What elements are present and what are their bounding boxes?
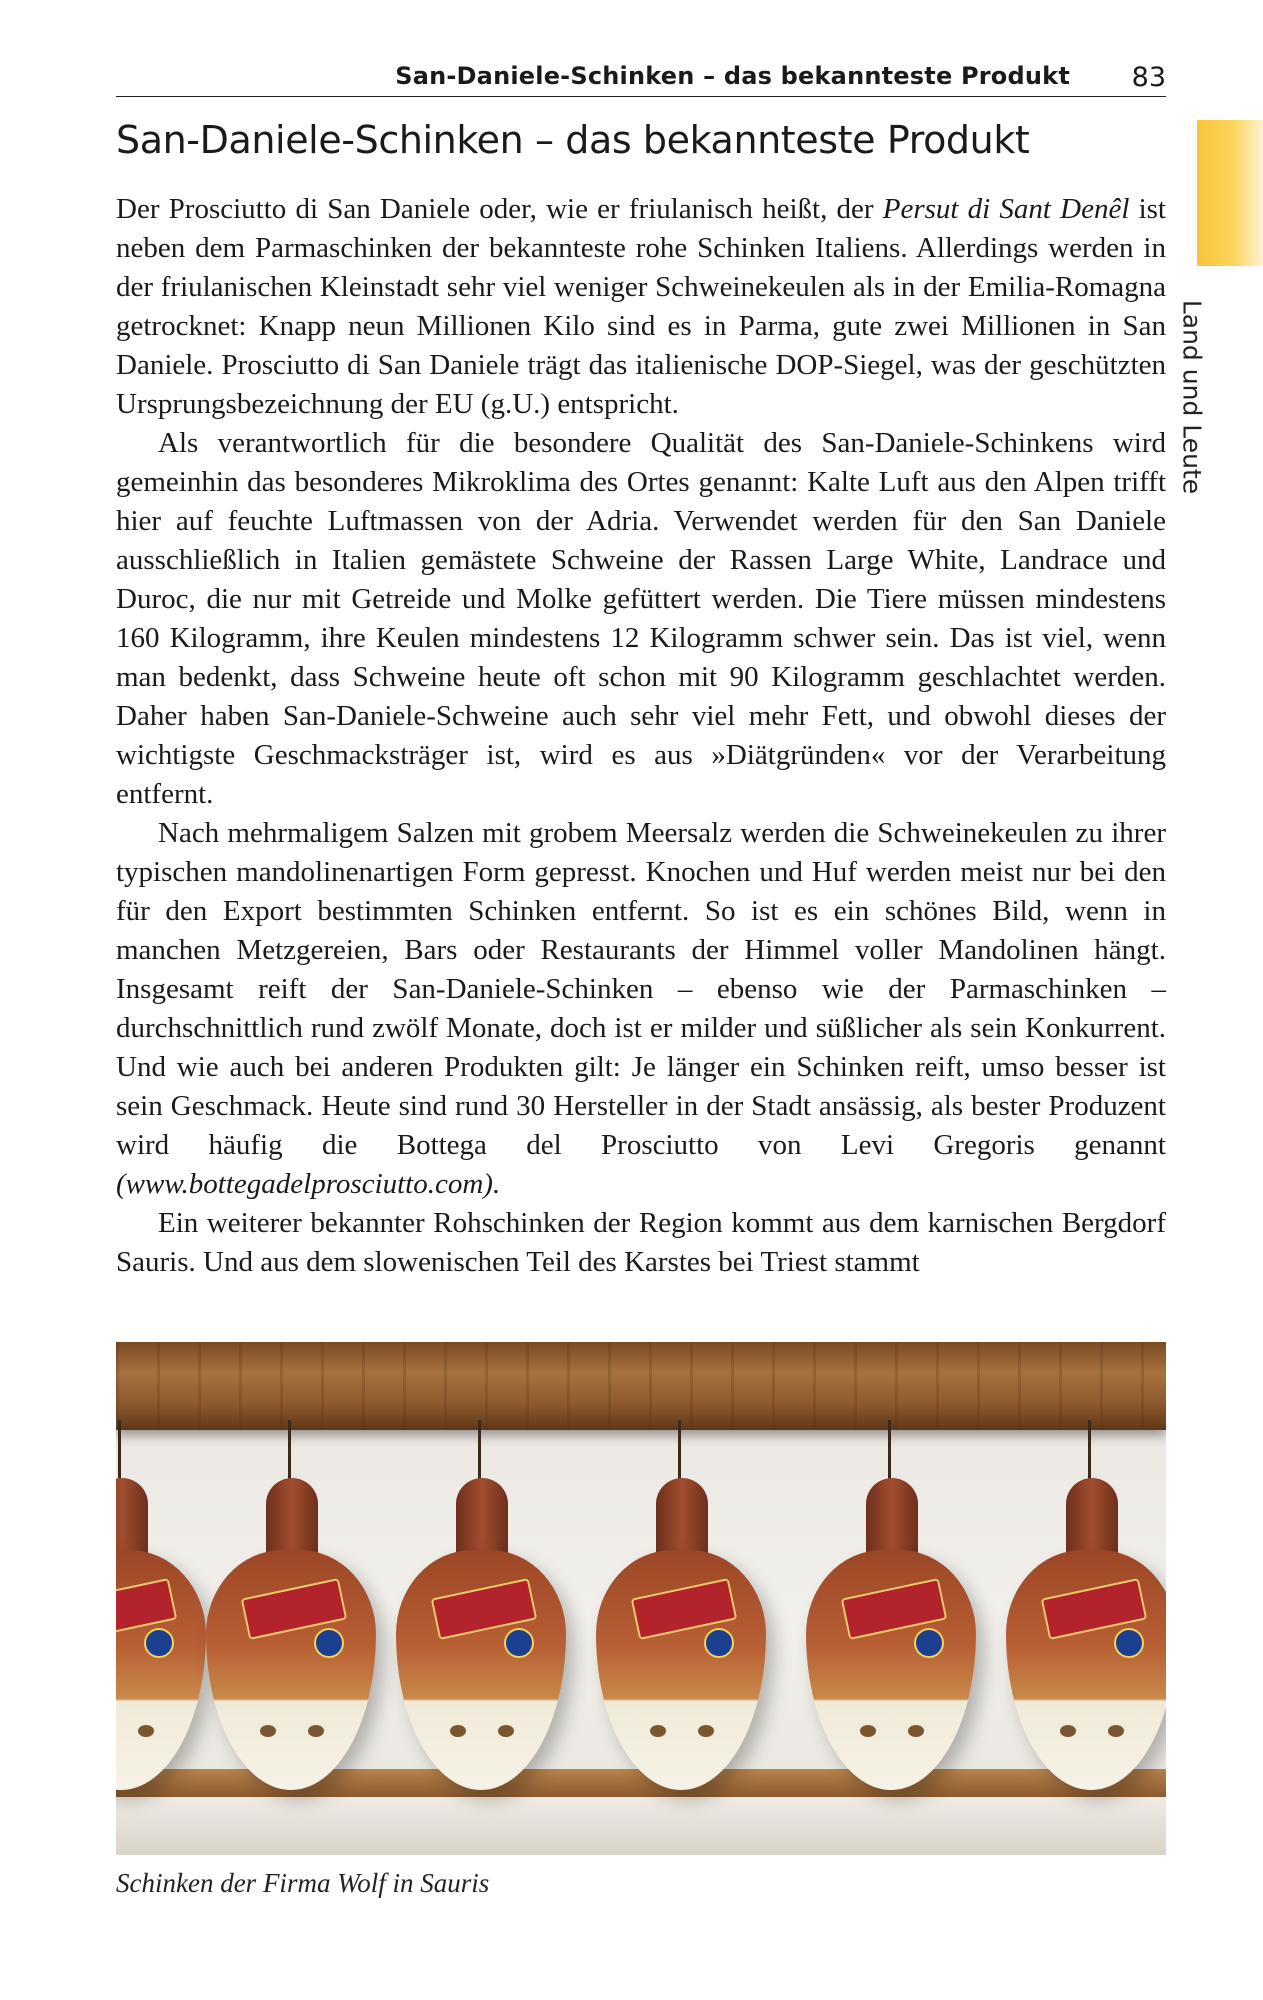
paragraph-1-emphasis: Persut di Sant Denêl xyxy=(882,193,1130,225)
running-title: San-Daniele-Schinken – das bekannteste Produkt xyxy=(395,62,1070,90)
ham xyxy=(586,1460,776,1790)
ham xyxy=(996,1460,1166,1790)
page-number: 83 xyxy=(1131,62,1166,93)
paragraph-4: Ein weiterer bekannter Rohschinken der Region kommt aus dem karnischen Bergdorf Sauris. Und aus dem slowenischen Teil des Karstes bei Triest stammt xyxy=(116,1207,1166,1278)
wooden-beam xyxy=(116,1342,1166,1430)
chapter-heading: San-Daniele-Schinken – das bekannteste Produkt xyxy=(116,118,1030,162)
body-text xyxy=(116,190,1166,1282)
paragraph-1-text-a: Der Prosciutto di San Daniele oder, wie er friulanisch heißt, der xyxy=(116,193,883,225)
paragraph-3 xyxy=(116,814,1166,1204)
running-head xyxy=(116,56,1166,97)
section-tab-text: Land und Leute xyxy=(1177,299,1207,495)
paragraph-1-text-b: ist neben dem Parmaschinken der bekannteste rohe Schinken Italiens. Allerdings werden in der friulanischen Kleinstadt sehr viel weniger Schweinekeulen als in der Emilia-Romagna getrocknet: Knapp neun Millionen Kilo sind es in Parma, gute zwei Millionen in San Daniele. Prosciutto di San Daniele trägt das italienische DOP-Siegel, was der geschützten Ursprungsbezeichnung der EU (g.U.) entspricht. xyxy=(116,193,1166,420)
section-tab-label xyxy=(1172,292,1212,502)
paragraph-2: Als verantwortlich für die besondere Qualität des San-Daniele-Schinkens wird gemeinhin das besonderes Mikroklima des Ortes genannt: Kalte Luft aus den Alpen trifft hier auf feuchte Luftmassen von der Adria. Verwendet werden für den San Daniele ausschließlich in Italien gemästete Schweine der Rassen Large White, Landrace und Duroc, die nur mit Getreide und Molke gefüttert werden. Die Tiere müssen mindestens 160 Kilogramm, ihre Keulen mindestens 12 Kilogramm schwer sein. Das ist viel, wenn man bedenkt, dass Schweine heute oft schon mit 90 Kilogramm geschlachtet werden. Daher haben San-Daniele-Schweine auch sehr viel mehr Fett, und obwohl dieses der wichtigste Geschmacksträger ist, wird es aus »Diätgründen« vor der Verarbeitung entfernt. xyxy=(116,427,1166,810)
ham xyxy=(196,1460,386,1790)
wall-base xyxy=(116,1797,1166,1855)
section-tab-marker xyxy=(1197,120,1263,266)
ham-photo xyxy=(116,1342,1166,1855)
paragraph-3-url: (www.bottegadelprosciutto.com). xyxy=(116,1168,501,1200)
ham xyxy=(796,1460,986,1790)
photo-caption: Schinken der Firma Wolf in Sauris xyxy=(116,1868,490,1898)
paragraph-3-text-a: Nach mehrmaligem Salzen mit grobem Meersalz werden die Schweinekeulen zu ihrer typischen mandolinenartigen Form gepresst. Knochen und Huf werden meist nur bei den für den Export bestimmten Schinken entfernt. So ist es ein schönes Bild, wenn in manchen Metzgereien, Bars oder Restaurants der Himmel voller Mandolinen hängt. Insgesamt reift der San-Daniele-Schinken – ebenso wie der Parmaschinken – durchschnittlich rund zwölf Monate, doch ist er milder und süßlicher als sein Konkurrent. Und wie auch bei anderen Produkten gilt: Je länger ein Schinken reift, umso besser ist sein Geschmack. Heute sind rund 30 Hersteller in der Stadt ansässig, als bester Produzent wird häufig die Bottega del Prosciutto von Levi Gregoris genannt xyxy=(116,817,1166,1161)
ham xyxy=(386,1460,576,1790)
paragraph-1 xyxy=(116,190,1166,424)
